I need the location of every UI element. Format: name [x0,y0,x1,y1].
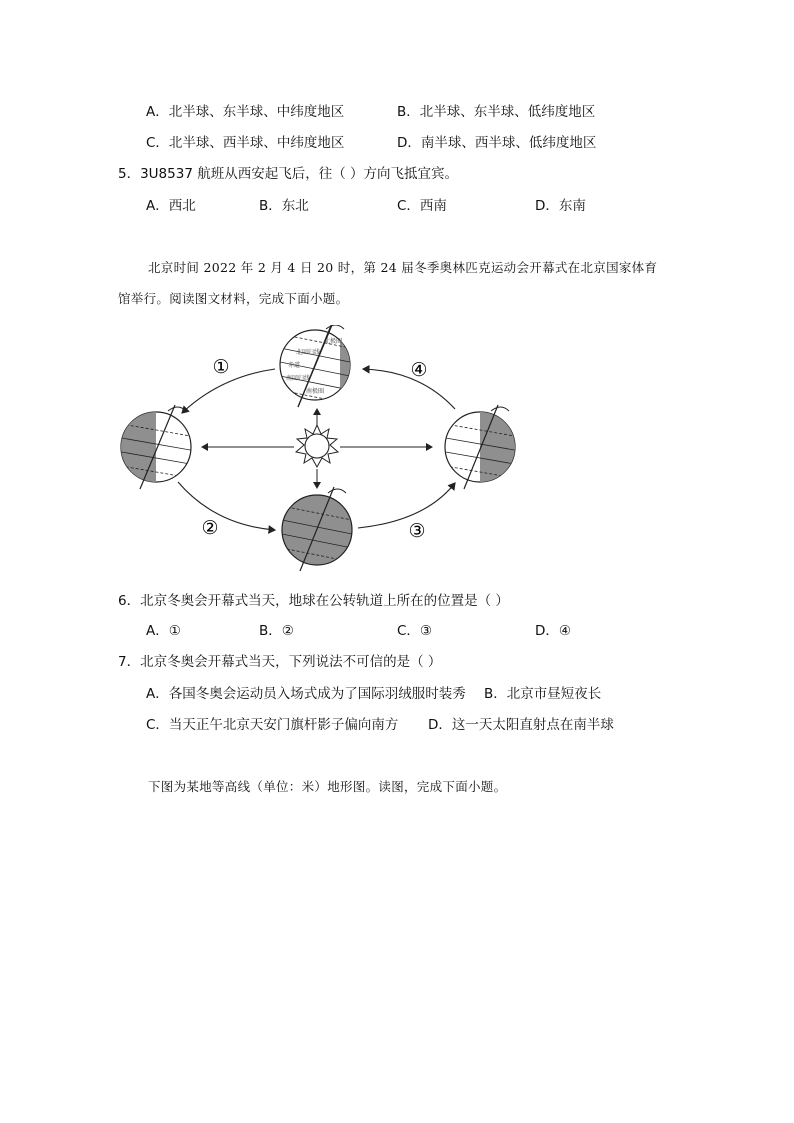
passage1-line1: 北京时间 2022 年 2 月 4 日 20 时，第 24 届冬季奥林匹克运动会开幕式在北京国家体育 [148,260,658,275]
orbit-arc-2 [178,482,275,530]
q5-option-d: D．东南 [535,198,586,214]
latitude-label-2: 北回归线 [296,349,321,356]
q7-option-a: A．各国冬奥会运动员入场式成为了国际羽绒服时装秀 [146,686,466,702]
q4-option-a: A．北半球、东半球、中纬度地区 [146,104,345,120]
q4-option-d: D．南半球、西半球、低纬度地区 [397,135,597,151]
orbit-arc-3 [358,483,455,528]
q6-option-d: D．④ [535,623,571,639]
earth-globe-right [440,405,526,495]
q7-option-b: B．北京市昼短夜长 [484,686,602,702]
sun-icon [296,425,338,467]
position-label-2: ② [201,517,219,539]
q6-option-b: B．② [259,623,294,639]
q6-option-a: A．① [146,623,181,639]
q4-option-c: C．北半球、西半球、中纬度地区 [146,135,345,151]
position-label-1: ① [212,356,230,378]
passage2-line1: 下图为某地等高线（单位：米）地形图。读图，完成下面小题。 [148,779,507,794]
q6-stem: 6．北京冬奥会开幕式当天，地球在公转轨道上所在的位置是（ ） [118,593,509,609]
q7-stem: 7．北京冬奥会开幕式当天，下列说法不可信的是（ ） [118,654,442,670]
q4-option-b: B．北半球、东半球、低纬度地区 [397,104,596,120]
q5-option-b: B．东北 [259,198,309,214]
position-label-3: ③ [408,520,426,542]
earth-globe-left [110,405,196,495]
latitude-label-1: 北极圈 [324,338,343,345]
earth-orbit-diagram [110,325,530,575]
latitude-label-4: 南回归线 [286,375,311,382]
latitude-label-5: 南极圈 [306,388,325,395]
q7-option-c: C．当天正午北京天安门旗杆影子偏向南方 [146,717,399,733]
q5-option-a: A．西北 [146,198,196,214]
q5-option-c: C．西南 [397,198,447,214]
latitude-label-3: 赤道 [288,362,301,369]
q6-option-c: C．③ [397,623,433,639]
q5-stem: 5．3U8537 航班从西安起飞后，往（ ）方向飞抵宜宾。 [118,166,458,182]
earth-globe-top [275,325,400,415]
orbit-arc-4 [363,369,455,409]
q7-option-d: D．这一天太阳直射点在南半球 [428,717,614,733]
position-label-4: ④ [410,359,428,381]
earth-globe-bottom [277,487,357,571]
passage1-line2: 馆举行。阅读图文材料，完成下面小题。 [118,291,349,306]
